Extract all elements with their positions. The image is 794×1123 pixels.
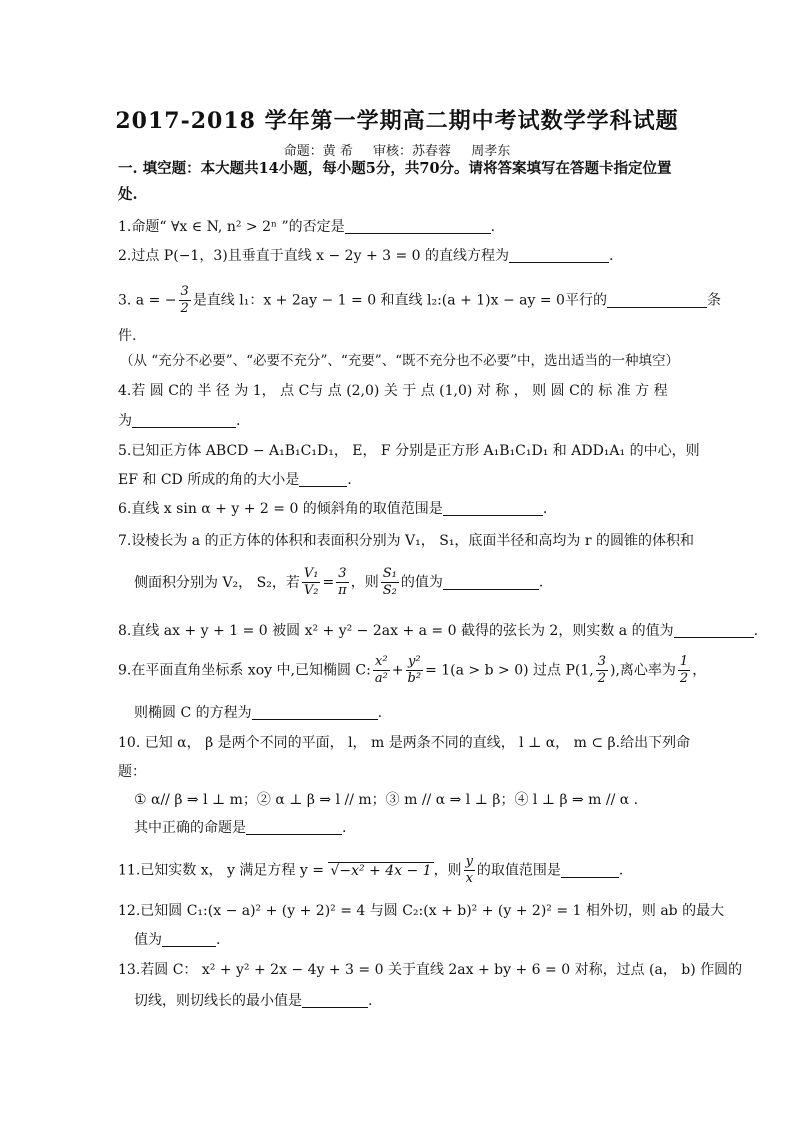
fraction-numerator: 1 [679,654,689,669]
fraction-3-2 [179,284,191,317]
question-11-text-b: ，则 [433,862,462,879]
question-9-text-d: ， [692,662,707,679]
period: . [618,862,624,879]
question-3-text-a: 3. a = − [118,292,177,309]
period: . [347,472,352,488]
question-3 [118,284,721,317]
fraction-numerator: S₁ [382,566,397,581]
period: . [490,219,496,235]
answer-blank-11[interactable] [561,861,619,878]
question-4-text-b: 为 [118,413,132,429]
question-7 [118,528,708,554]
question-12-text-a: 12.已知圆 C₁:(x − a)² + (y + 2)² = 4 与圆 C₂:(x + b)² + (y + 2)² = 1 相外切，则 ab 的最大 [118,903,725,919]
fraction-denominator: 2 [597,671,606,686]
question-10-cont [118,759,708,785]
fraction-denominator: π [338,583,347,598]
answer-blank-6[interactable] [443,499,543,516]
question-10-text-d: 其中正确的命题是 [134,820,246,836]
question-7-text-a: 7.设棱长为 a 的正方体的体积和表面积分别为 V₁， S₁，底面半径和高均为 r 的圆锥的体积和 [118,533,695,549]
question-7-text-b: 侧面积分别为 V₂， S₂，若 [134,574,300,591]
question-13-text-b: 切线，则切线长的最小值是 [134,993,302,1009]
fraction-denominator: a² [374,671,388,686]
period: . [753,623,759,639]
answer-blank-8[interactable] [674,621,754,638]
fraction-numerator: 3 [336,566,349,583]
fraction-denominator: 2 [180,301,189,316]
fraction-3-2 [596,654,608,687]
fraction-denominator: x [465,871,473,886]
section-heading [118,156,686,208]
question-12-cont [118,927,708,953]
fraction-numerator: 3 [597,654,606,669]
question-1-text: 1.命题“ ∀x ∈ N, n² > 2ⁿ ”的否定是 [118,219,345,235]
radicand: −x² + 4x − 1 [339,862,432,879]
question-4-text-a: 4.若 圆 C的 半 径 为 1， 点 C与 点 (2,0) 关 于 点 (1,0) 对 称 ， 则 圆 C的 标 准 方 程 [118,383,668,399]
question-2 [118,243,708,269]
period: . [377,705,383,721]
question-9-cont [118,700,708,726]
answer-blank-5[interactable] [299,470,347,487]
answer-blank-2[interactable] [509,246,609,263]
fraction-numerator: 3 [180,284,189,299]
question-3-text-e: （从 “充分不必要”、“必要不充分”、“充要”、“既不充分也不必要”中，选出适当的一种填空） [120,353,680,369]
fraction-numerator: y² [406,654,424,671]
period: . [538,574,544,591]
fraction-y2-b2 [406,654,424,687]
question-4-cont [118,408,708,434]
question-10-prompt [118,815,708,841]
page-title: 2017-2018 学年第一学期高二期中考试数学学科试题 [115,108,679,134]
question-9 [118,654,708,687]
answer-blank-13[interactable] [302,991,368,1008]
answer-blank-12[interactable] [162,930,216,947]
plus-sign: + [391,662,404,679]
answer-blank-3[interactable] [607,291,707,308]
period: . [542,501,548,517]
fraction-3-pi [336,566,349,599]
question-4 [118,378,708,404]
period: . [216,932,221,948]
question-3-text-c: 条 [706,292,721,309]
question-10 [118,730,708,756]
question-13-text-a: 13.若圆 C： x² + y² + 2x − 4y + 3 = 0 关于直线 2ax + by + 6 = 0 对称，过点 (a， b) 作圆的 [118,962,743,978]
answer-blank-1[interactable] [345,217,491,234]
question-6-text: 6.直线 x sin α + y + 2 = 0 的倾斜角的取值范围是 [118,501,443,517]
question-11-text-c: 的取值范围是 [476,862,561,879]
fraction-denominator: b² [407,671,422,686]
question-6 [118,496,708,522]
period: . [342,820,347,836]
question-9-text-a: 9.在平面直角坐标系 xoy 中,已知椭圆 C: [118,662,371,679]
fraction-1-2 [678,654,690,687]
question-8 [118,618,759,644]
period: . [609,248,614,264]
period: . [236,413,241,429]
equals-sign: = [322,574,335,591]
author-proposer: 命题：黄 希 [283,144,353,159]
answer-blank-10[interactable] [246,818,342,835]
question-3-hint [120,348,710,374]
question-1 [118,214,708,240]
author-reviewer: 审核：苏春蓉 [373,144,452,159]
question-10-options [118,787,708,813]
question-12-text-b: 值为 [134,932,162,948]
answer-blank-9[interactable] [252,703,378,720]
question-9-text-c: ),离心率为 [610,662,676,679]
question-5-cont [118,467,708,493]
question-5 [118,438,708,464]
fraction-y-x [464,854,475,887]
question-7-text-d: 的值为 [400,574,443,591]
question-13 [118,957,743,983]
question-7-cont [118,566,708,599]
question-10-text-b: 题： [118,764,146,780]
question-3-text-b: 是直线 l₁：x + 2ay − 1 = 0 和直线 l₂:(a + 1)x − ay = 0平行的 [192,292,607,309]
period: . [368,993,373,1009]
question-2-text: 2.过点 P(−1，3)且垂直于直线 x − 2y + 3 = 0 的直线方程为 [118,248,510,264]
question-12 [118,898,725,924]
square-root: √−x² + 4x − 1 [330,862,432,879]
question-10-text-a: 10. 已知 α， β 是两个不同的平面， l， m 是两条不同的直线， l ⊥ α， m ⊂ β.给出下列命 [118,735,691,751]
question-13-cont [118,988,708,1014]
question-3-text-d: 件. [118,328,137,344]
fraction-numerator: y [465,854,473,869]
question-3-cont [118,323,708,349]
question-9-text-b: = 1(a > b > 0) 过点 P(1, [425,662,594,679]
fraction-v1-v2 [302,566,321,599]
question-11 [118,854,708,887]
fraction-denominator: 2 [679,671,689,686]
question-10-text-c: ① α// β ⇒ l ⊥ m；② α ⊥ β ⇒ l // m；③ m // α ⇒ l ⊥ β；④ l ⊥ β ⇒ m // α . [134,792,639,808]
fraction-denominator: S₂ [382,583,397,598]
question-5-text-a: 5.已知正方体 ABCD − A₁B₁C₁D₁， E， F 分别是正方形 A₁B₁C₁D₁ 和 ADD₁A₁ 的中心，则 [118,443,700,459]
question-8-text: 8.直线 ax + y + 1 = 0 被圆 x² + y² − 2ax + a = 0 截得的弦长为 2，则实数 a 的值为 [118,623,674,639]
fraction-numerator: V₁ [303,566,319,581]
question-9-text-e: 则椭圆 C 的方程为 [134,705,252,721]
fraction-x2-a2 [373,654,390,687]
author-third: 周孝东 [471,144,511,159]
section-heading-line2: 处. [118,186,138,203]
answer-blank-4[interactable] [132,411,236,428]
answer-blank-7[interactable] [443,573,539,590]
fraction-s1-s2 [381,566,399,599]
fraction-denominator: V₂ [303,583,319,598]
question-11-text-a: 11.已知实数 x， y 满足方程 y = [118,862,329,879]
question-5-text-b: EF 和 CD 所成的角的大小是 [118,472,300,488]
fraction-numerator: x² [373,654,390,671]
section-heading-line1: 一. 填空题：本大题共14小题，每小题5分，共70分。请将答案填写在答题卡指定位置 [118,160,672,177]
question-7-text-c: ，则 [350,574,379,591]
